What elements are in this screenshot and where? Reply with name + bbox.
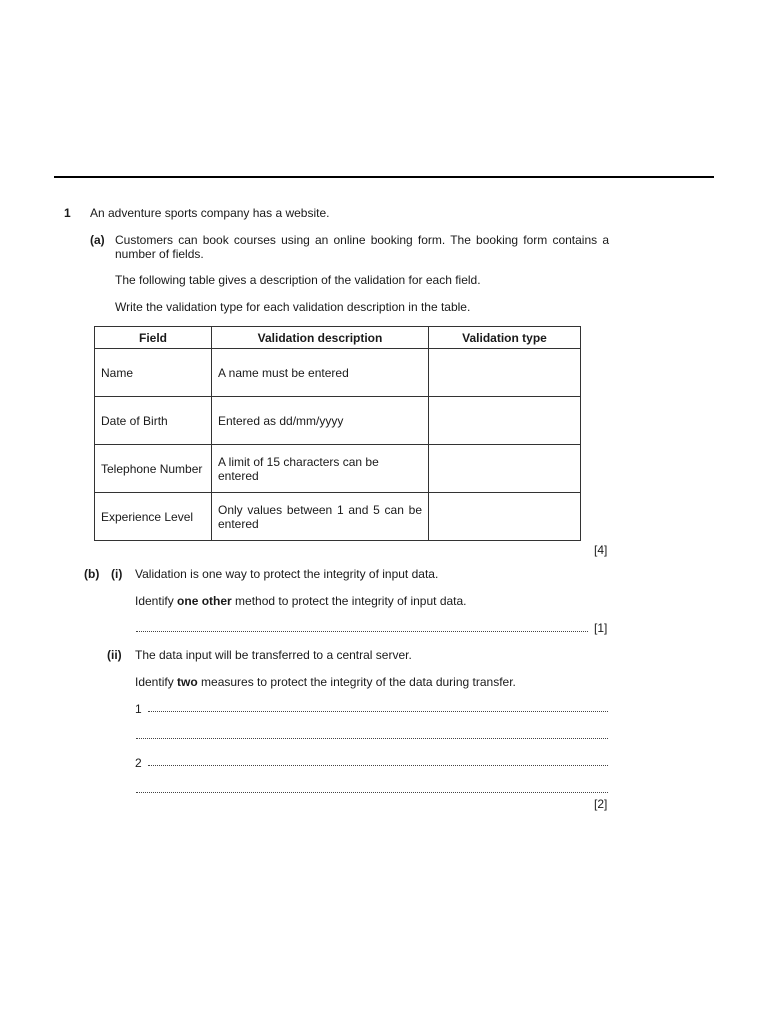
description-cell: Only values between 1 and 5 can be entered bbox=[212, 493, 429, 541]
part-a-text3: Write the validation type for each validation description in the table. bbox=[115, 300, 471, 314]
answer-line-b-ii-2b[interactable] bbox=[136, 792, 608, 793]
part-b-ii-text2: Identify two measures to protect the integrity of the data during transfer. bbox=[135, 675, 516, 689]
part-b-i-marks: [1] bbox=[594, 621, 608, 635]
header-validation-type: Validation type bbox=[429, 327, 581, 349]
validation-table bbox=[94, 326, 581, 541]
top-rule bbox=[54, 176, 714, 178]
part-a-text1: Customers can book courses using an online booking form. The booking form contains a number of fields. bbox=[115, 233, 609, 261]
description-cell: Entered as dd/mm/yyyy bbox=[212, 397, 429, 445]
table-row bbox=[95, 493, 581, 541]
answer-line-b-i[interactable] bbox=[136, 631, 588, 632]
question-number: 1 bbox=[64, 206, 71, 220]
answer-line-b-ii-1a[interactable] bbox=[148, 711, 608, 712]
table-row bbox=[95, 397, 581, 445]
part-b-ii-marks: [2] bbox=[594, 797, 608, 811]
part-b-i-text1: Validation is one way to protect the integrity of input data. bbox=[135, 567, 439, 581]
part-b-ii-text1: The data input will be transferred to a central server. bbox=[135, 648, 412, 662]
answer-line-b-ii-2a[interactable] bbox=[148, 765, 608, 766]
table-row bbox=[95, 445, 581, 493]
field-cell: Experience Level bbox=[95, 493, 212, 541]
validation-type-answer-cell[interactable] bbox=[429, 397, 581, 445]
validation-type-answer-cell[interactable] bbox=[429, 493, 581, 541]
header-validation-description: Validation description bbox=[212, 327, 429, 349]
validation-type-answer-cell[interactable] bbox=[429, 445, 581, 493]
table-header-row bbox=[95, 327, 581, 349]
field-cell: Date of Birth bbox=[95, 397, 212, 445]
part-b-ii-label: (ii) bbox=[107, 648, 122, 662]
validation-type-answer-cell[interactable] bbox=[429, 349, 581, 397]
part-b-label: (b) bbox=[84, 567, 100, 581]
part-b-i-text2: Identify one other method to protect the integrity of input data. bbox=[135, 594, 467, 608]
part-b-i-label: (i) bbox=[111, 567, 123, 581]
table-row bbox=[95, 349, 581, 397]
answer-number-1: 1 bbox=[135, 702, 142, 716]
part-a-marks: [4] bbox=[594, 543, 608, 557]
answer-number-2: 2 bbox=[135, 756, 142, 770]
field-cell: Telephone Number bbox=[95, 445, 212, 493]
description-cell: A name must be entered bbox=[212, 349, 429, 397]
question-intro: An adventure sports company has a website. bbox=[90, 206, 330, 220]
description-cell: A limit of 15 characters can be entered bbox=[212, 445, 429, 493]
part-a-label: (a) bbox=[90, 233, 105, 247]
part-a-text2: The following table gives a description of the validation for each field. bbox=[115, 273, 481, 287]
header-field: Field bbox=[95, 327, 212, 349]
answer-line-b-ii-1b[interactable] bbox=[136, 738, 608, 739]
field-cell: Name bbox=[95, 349, 212, 397]
